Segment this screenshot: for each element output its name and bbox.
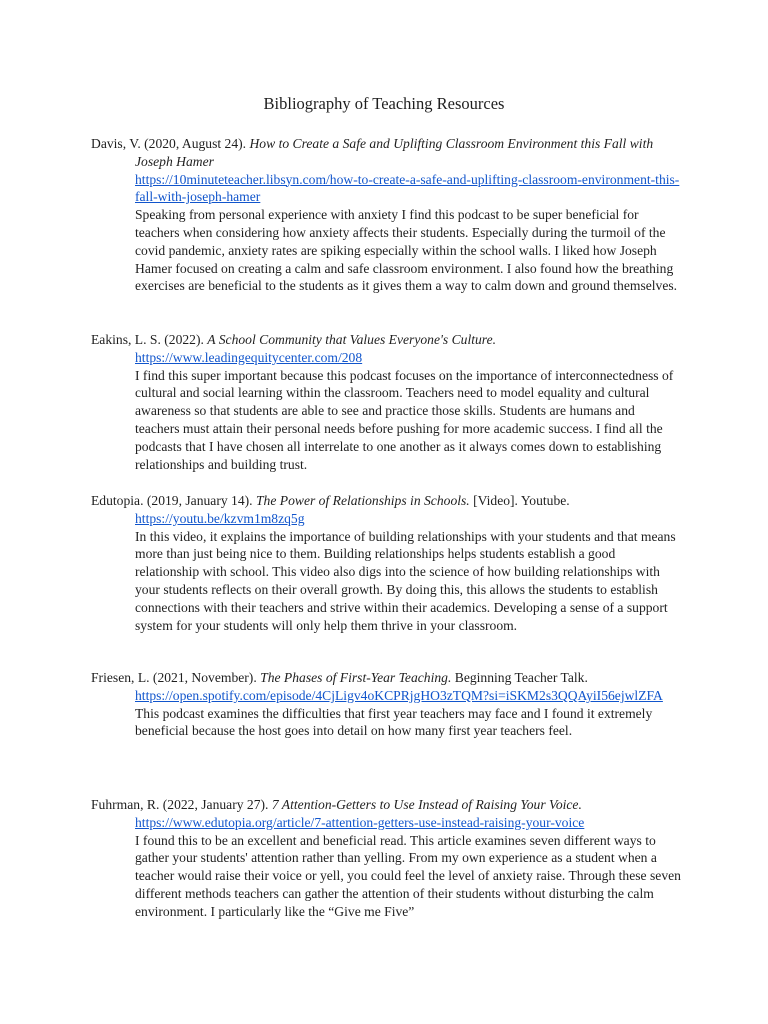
citation-author-date: Davis, V. (2020, August 24).	[91, 136, 250, 151]
bibliography-entry	[91, 796, 681, 921]
work-title: 7 Attention-Getters to Use Instead of Raising Your Voice.	[271, 797, 582, 812]
resource-link[interactable]: https://10minuteteacher.libsyn.com/how-to-create-a-safe-and-uplifting-classroom-environment-this-fall-with-joseph-hamer	[135, 171, 680, 205]
annotation-text: This podcast examines the difficulties that first year teachers may face and I found it extremely beneficial because the host goes into detail on how many first year teachers feel.	[135, 705, 653, 739]
citation-author-date: Friesen, L. (2021, November).	[91, 670, 261, 685]
citation-source: [Video]. Youtube.	[469, 493, 570, 508]
bibliography-entry	[91, 135, 681, 295]
work-title: A School Community that Values Everyone's Culture.	[207, 332, 497, 347]
resource-link[interactable]: https://open.spotify.com/episode/4CjLigv4oKCPRjgHO3zTQM?si=iSKM2s3QQAyiI56ejwlZFA	[135, 687, 663, 703]
annotation-text: I found this to be an excellent and beneficial read. This article examines seven different ways to gather your students' attention rather than yelling. From my own experience as a student when a teacher would raise their voice or yell, you could feel the level of anxiety raise. Through these seven different methods teachers can gather the attention of their students without disturbing the calm environment. I particularly like the “Give me Five”	[135, 832, 681, 919]
resource-link[interactable]: https://youtu.be/kzvm1m8zq5g	[135, 510, 305, 526]
work-title: The Power of Relationships in Schools.	[255, 493, 470, 508]
annotation-text: Speaking from personal experience with anxiety I find this podcast to be super beneficial for teachers when considering how anxiety affects their students. Especially during the turmoil of the covid pandemic, anxiety rates are spiking especially within the school walls. I liked how Joseph Hamer focused on creating a calm and safe classroom environment. I also found how the breathing exercises are beneficial to the students as it gives them a way to calm down and ground themselves.	[135, 207, 678, 294]
citation-source: Beginning Teacher Talk.	[451, 670, 588, 685]
work-title: How to Create a Safe and Uplifting Classroom Environment this Fall with Joseph Hamer	[135, 136, 654, 169]
citation	[91, 331, 681, 349]
resource-link[interactable]: https://www.edutopia.org/article/7-attention-getters-use-instead-raising-your-voice	[135, 814, 585, 830]
citation-author-date: Eakins, L. S. (2022).	[91, 332, 208, 347]
document-title: Bibliography of Teaching Resources	[263, 94, 505, 113]
work-title: The Phases of First-Year Teaching.	[260, 670, 452, 685]
annotation-text: In this video, it explains the importance of building relationships with your students and that means more than just being nice to them. Building relationships helps students establish a good relationship with school. This video also digs into the science of how building relationships with your students reflects on their overall growth. By doing this, this allows the students to establish connections with their teachers and strive within their academics. Developing a sense of a support system for your students will only help them thrive in your classroom.	[135, 528, 676, 633]
bibliography-entry	[91, 331, 681, 473]
bibliography-entry	[91, 669, 681, 740]
bibliography-entry	[91, 492, 681, 634]
citation-author-date: Fuhrman, R. (2022, January 27).	[91, 797, 272, 812]
citation	[91, 492, 681, 510]
citation	[91, 796, 681, 814]
citation	[91, 135, 681, 171]
citation-author-date: Edutopia. (2019, January 14).	[91, 493, 256, 508]
annotation-text: I find this super important because this podcast focuses on the importance of interconnectedness of cultural and social learning within the classroom. Teachers need to model equality and cultural awareness so that students are able to see and practice those skills. Students are humans and teachers must attain their personal needs before pushing for more academic success. I find all the podcasts that I have chosen all interrelate to one another as it always comes down to establishing relationships and building trust.	[135, 367, 674, 472]
resource-link[interactable]: https://www.leadingequitycenter.com/208	[135, 349, 363, 365]
citation	[91, 669, 681, 687]
